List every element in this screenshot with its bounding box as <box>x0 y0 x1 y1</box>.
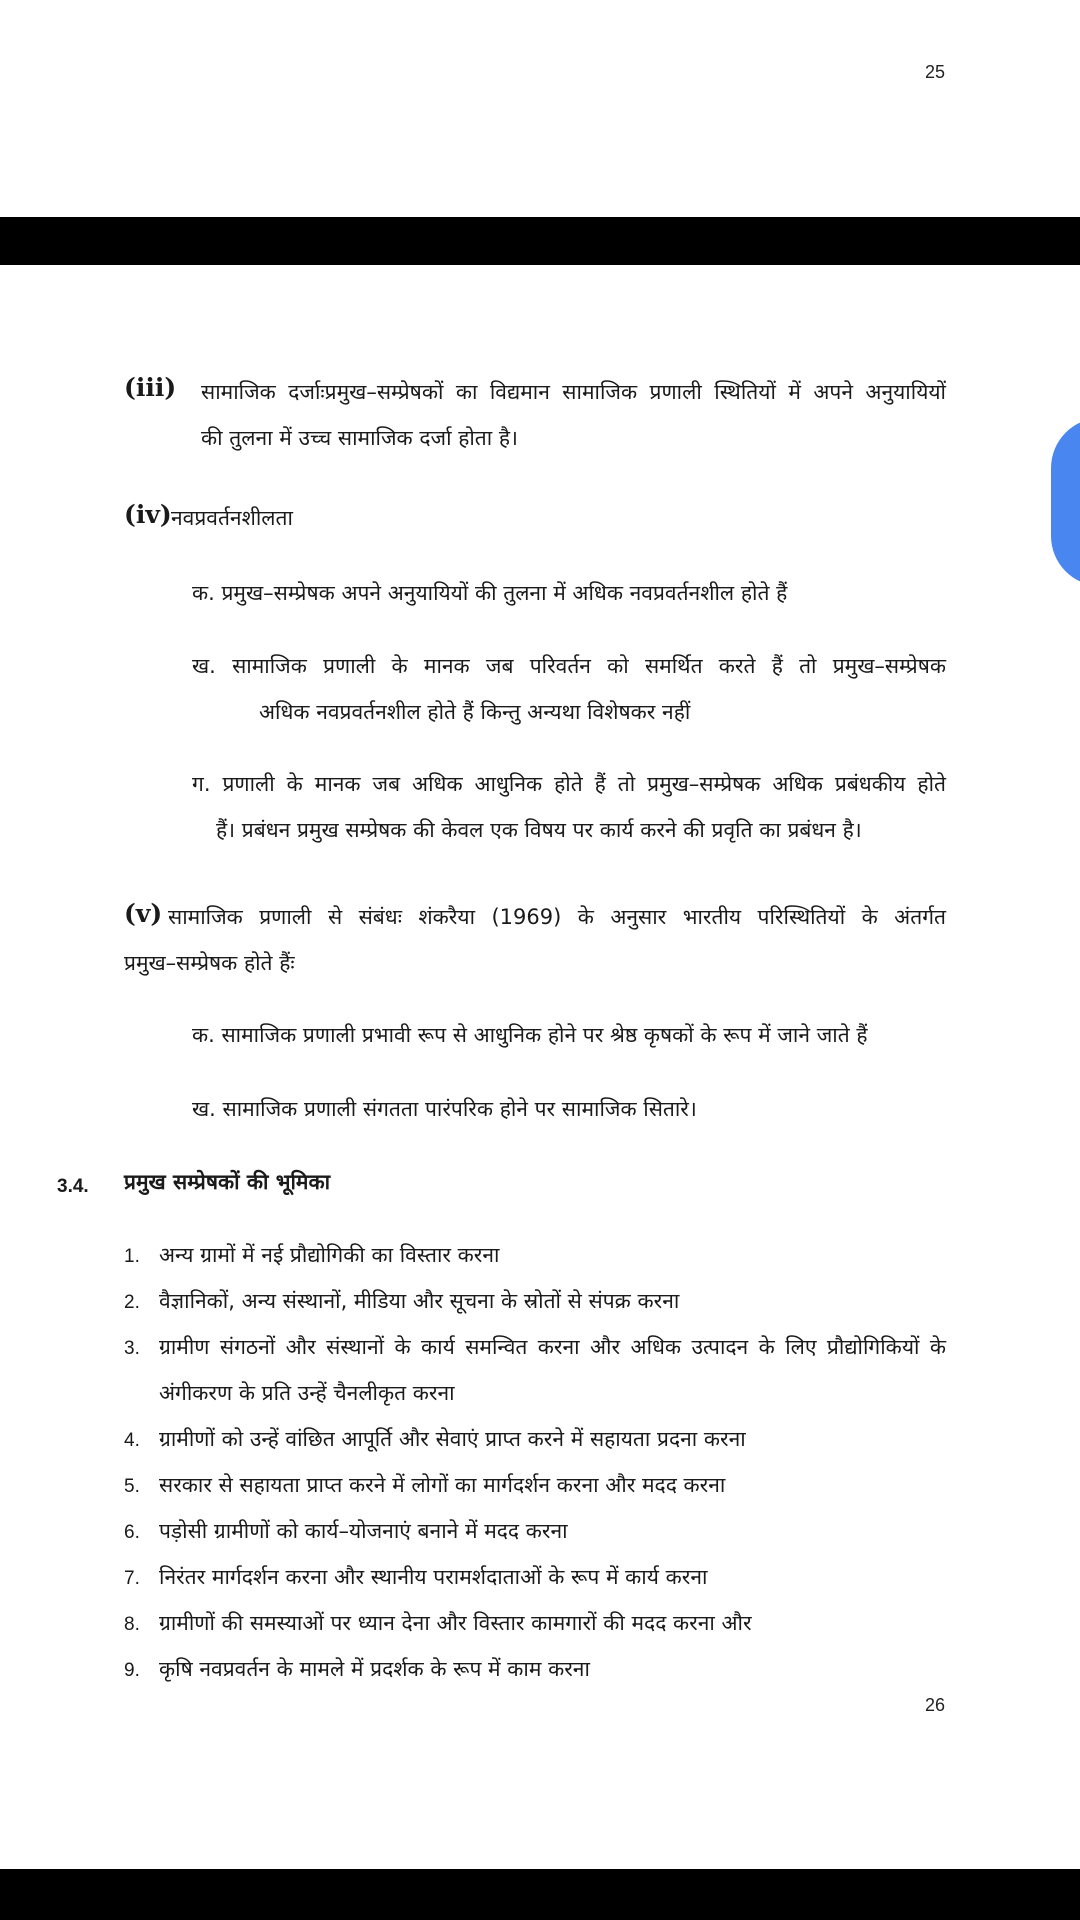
list-item <box>124 1554 140 1602</box>
list-item-text: ग्रामीण संगठनों और संस्थानों के कार्य समन्वित करना और अधिक उत्पादन के लिए प्रौद्योगिकियों के <box>159 1335 946 1359</box>
list-item <box>124 1278 140 1326</box>
list-item-text: निरंतर मार्गदर्शन करना और स्थानीय परामर्शदाताओं के रूप में कार्य करना <box>159 1565 708 1589</box>
list-item <box>124 1508 140 1556</box>
list-item-number: 3. <box>124 1338 140 1359</box>
paragraph-iii-line-2: की तुलना में उच्च सामाजिक दर्जा होता है। <box>201 426 518 450</box>
iv-subitem-kha-line-2: अधिक नवप्रवर्तनशील होते हैं किन्तु अन्यथा विशेषकर नहीं <box>259 700 691 724</box>
list-item <box>124 1416 140 1464</box>
item-marker-iii: (iii) <box>124 373 177 402</box>
list-item-number: 9. <box>124 1660 140 1681</box>
list-item-text-continuation: अंगीकरण के प्रति उन्हें चैनलीकृत करना <box>159 1381 455 1405</box>
list-item <box>124 1232 140 1280</box>
list-item-number: 4. <box>124 1430 140 1451</box>
paragraph-iii-line-1: सामाजिक दर्जाःप्रमुख–सम्प्रेषकों का विद्यमान सामाजिक प्रणाली स्थितियों में अपने अनुयायियों <box>201 380 946 404</box>
iv-subitem-kha-line-1: ख. सामाजिक प्रणाली के मानक जब परिवर्तन को समर्थित करते हैं तो प्रमुख–सम्प्रेषक <box>192 654 946 678</box>
list-item-number: 5. <box>124 1476 140 1497</box>
list-item-number: 7. <box>124 1568 140 1589</box>
cut-off-text-fragment <box>200 0 428 12</box>
list-item-text: ग्रामीणों को उन्हें वांछित आपूर्ति और सेवाएं प्राप्त करने में सहायता प्रदना करना <box>159 1427 746 1451</box>
list-item-number: 8. <box>124 1614 140 1635</box>
paragraph-v-line-1: सामाजिक प्रणाली से संबंधः शंकरैया (1969) के अनुसार भारतीय परिस्थितियों के अंतर्गत <box>168 905 946 929</box>
section-number: 3.4. <box>57 1176 89 1197</box>
iv-subitem-ga-line-1: ग. प्रणाली के मानक जब अधिक आधुनिक होते हैं तो प्रमुख–सम्प्रेषक अधिक प्रबंधकीय होते <box>192 772 946 796</box>
list-item-text: पड़ोसी ग्रामीणों को कार्य–योजनाएं बनाने में मदद करना <box>159 1519 568 1543</box>
list-item-number: 2. <box>124 1292 140 1313</box>
list-item-text: सरकार से सहायता प्राप्त करने में लोगों का मार्गदर्शन करना और मदद करना <box>159 1473 726 1497</box>
v-subitem-ka: क. सामाजिक प्रणाली प्रभावी रूप से आधुनिक होने पर श्रेष्ठ कृषकों के रूप में जाने जाते हैं <box>192 1023 868 1047</box>
page-separator-band <box>0 1869 1080 1920</box>
section-title: प्रमुख सम्प्रेषकों की भूमिका <box>124 1170 331 1194</box>
list-item-text: अन्य ग्रामों में नई प्रौद्योगिकी का विस्तार करना <box>159 1243 500 1267</box>
item-marker-iv: (iv) <box>124 500 172 529</box>
iv-subitem-ka: क. प्रमुख–सम्प्रेषक अपने अनुयायियों की तुलना में अधिक नवप्रवर्तनशील होते हैं <box>192 581 788 605</box>
list-item <box>124 1646 140 1694</box>
paragraph-v-line-2: प्रमुख–सम्प्रेषक होते हैंः <box>124 951 295 975</box>
list-item <box>124 1324 140 1372</box>
list-item <box>124 1600 140 1648</box>
heading-iv: नवप्रवर्तनशीलता <box>171 506 293 530</box>
list-item-number: 1. <box>124 1246 140 1267</box>
list-item-text: कृषि नवप्रवर्तन के मामले में प्रदर्शक के रूप में काम करना <box>159 1657 590 1681</box>
list-item-text: वैज्ञानिकों, अन्य संस्थानों, मीडिया और सूचना के स्रोतों से संपक्र करना <box>159 1289 680 1313</box>
item-marker-v: (v) <box>124 899 163 928</box>
list-item-number: 6. <box>124 1522 140 1543</box>
v-subitem-kha: ख. सामाजिक प्रणाली संगतता पारंपरिक होने पर सामाजिक सितारे। <box>192 1097 697 1121</box>
iv-subitem-ga-line-2: हैं। प्रबंधन प्रमुख सम्प्रेषक की केवल एक विषय पर कार्य करने की प्रवृति का प्रबंधन है। <box>216 818 862 842</box>
list-item-text: ग्रामीणों की समस्याओं पर ध्यान देना और विस्तार कामगारों की मदद करना और <box>159 1611 752 1635</box>
page-number: 26 <box>925 1695 946 1715</box>
page-separator-band <box>0 217 1080 265</box>
list-item <box>124 1462 140 1510</box>
page-number: 25 <box>925 62 946 82</box>
scroll-tab-handle[interactable] <box>1051 418 1080 586</box>
